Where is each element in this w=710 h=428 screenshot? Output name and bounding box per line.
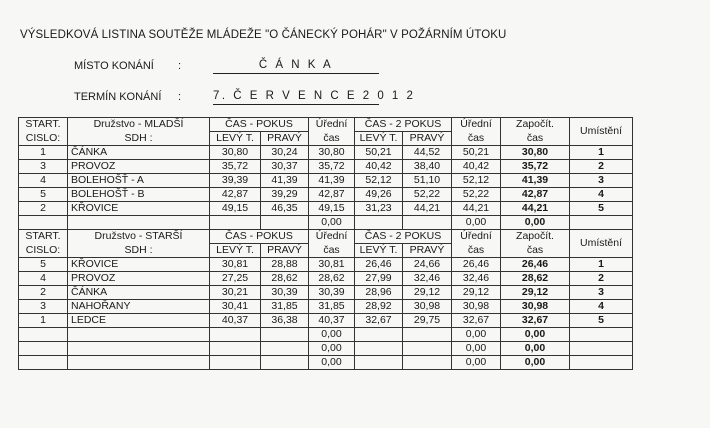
left-time2-cell: 40,42 bbox=[355, 160, 403, 174]
left-time-cell: 42,87 bbox=[210, 188, 261, 202]
date-colon: : bbox=[178, 91, 182, 103]
header-row bbox=[19, 244, 633, 258]
counted-time-cell: 0,00 bbox=[501, 328, 570, 342]
place-cell bbox=[570, 356, 633, 370]
right-time2-cell bbox=[403, 342, 452, 356]
right-time2-cell bbox=[403, 216, 452, 230]
right-time2-cell: 51,10 bbox=[403, 174, 452, 188]
official-time2-cell: 0,00 bbox=[452, 342, 501, 356]
team-header: Družstvo - MLADŠÍ bbox=[68, 118, 210, 132]
right-time-cell: 28,88 bbox=[261, 258, 309, 272]
counted-header-sub: čas bbox=[501, 132, 570, 146]
official-time2-cell: 32,46 bbox=[452, 272, 501, 286]
official-time2-cell: 32,67 bbox=[452, 314, 501, 328]
left-time-cell: 35,72 bbox=[210, 160, 261, 174]
left-time-cell: 39,39 bbox=[210, 174, 261, 188]
left-time2-cell: 32,67 bbox=[355, 314, 403, 328]
right-time2-cell: 30,98 bbox=[403, 300, 452, 314]
attempt2-header: ČAS - 2 POKUS bbox=[355, 118, 452, 132]
start-header-sub: CISLO: bbox=[19, 244, 68, 258]
counted-time-cell: 30,98 bbox=[501, 300, 570, 314]
right-time2-cell: 29,12 bbox=[403, 286, 452, 300]
right-time-cell: 36,38 bbox=[261, 314, 309, 328]
counted-time-cell: 30,80 bbox=[501, 146, 570, 160]
official-time2-cell: 0,00 bbox=[452, 216, 501, 230]
place-cell: 3 bbox=[570, 286, 633, 300]
counted-header: Započít. bbox=[501, 230, 570, 244]
header-row bbox=[19, 230, 633, 244]
official2-header: Úřední bbox=[452, 230, 501, 244]
official-time2-cell: 52,22 bbox=[452, 188, 501, 202]
place-label: MÍSTO KONÁNÍ bbox=[74, 60, 154, 72]
table-row bbox=[19, 342, 633, 356]
team-header-sub: SDH : bbox=[68, 244, 210, 258]
place-cell: 3 bbox=[570, 174, 633, 188]
left-time2-cell: 27,99 bbox=[355, 272, 403, 286]
start-number-cell bbox=[19, 328, 68, 342]
left-time2-cell: 49,26 bbox=[355, 188, 403, 202]
team-cell: PROVOZ bbox=[68, 272, 210, 286]
start-number-cell: 5 bbox=[19, 188, 68, 202]
counted-time-cell: 0,00 bbox=[501, 342, 570, 356]
right-header: PRAVÝ bbox=[261, 244, 309, 258]
right-time-cell: 39,29 bbox=[261, 188, 309, 202]
right-header: PRAVÝ bbox=[261, 132, 309, 146]
start-number-cell: 4 bbox=[19, 174, 68, 188]
official-time2-cell: 40,42 bbox=[452, 160, 501, 174]
official-time-cell: 28,62 bbox=[309, 272, 355, 286]
team-cell bbox=[68, 328, 210, 342]
table-row bbox=[19, 202, 633, 216]
place-cell: 5 bbox=[570, 202, 633, 216]
team-cell bbox=[68, 342, 210, 356]
counted-time-cell: 44,21 bbox=[501, 202, 570, 216]
official-time-cell: 30,81 bbox=[309, 258, 355, 272]
official-time-cell: 0,00 bbox=[309, 356, 355, 370]
place-cell bbox=[570, 216, 633, 230]
team-cell: LEDCE bbox=[68, 314, 210, 328]
attempt1-header: ČAS - POKUS bbox=[210, 230, 309, 244]
place-cell: 4 bbox=[570, 300, 633, 314]
start-header-sub: CISLO: bbox=[19, 132, 68, 146]
place-value: Č Á N K A bbox=[213, 58, 379, 74]
team-header: Družstvo - STARŠÍ bbox=[68, 230, 210, 244]
official1-header-sub: čas bbox=[309, 244, 355, 258]
counted-time-cell: 26,46 bbox=[501, 258, 570, 272]
table-row bbox=[19, 328, 633, 342]
team-header-sub: SDH : bbox=[68, 132, 210, 146]
place-cell: 4 bbox=[570, 188, 633, 202]
results-body bbox=[19, 118, 633, 370]
right-time-cell bbox=[261, 216, 309, 230]
official-time-cell: 41,39 bbox=[309, 174, 355, 188]
right-time-cell: 30,39 bbox=[261, 286, 309, 300]
official2-header-sub: čas bbox=[452, 132, 501, 146]
team-cell: BOLEHOŠŤ - B bbox=[68, 188, 210, 202]
start-number-cell bbox=[19, 356, 68, 370]
counted-time-cell: 32,67 bbox=[501, 314, 570, 328]
start-header: START. bbox=[19, 230, 68, 244]
start-number-cell: 1 bbox=[19, 146, 68, 160]
counted-time-cell: 42,87 bbox=[501, 188, 570, 202]
start-number-cell: 4 bbox=[19, 272, 68, 286]
place-cell: 2 bbox=[570, 272, 633, 286]
start-number-cell bbox=[19, 342, 68, 356]
left-time2-cell: 52,12 bbox=[355, 174, 403, 188]
start-number-cell: 2 bbox=[19, 286, 68, 300]
right2-header: PRAVÝ bbox=[403, 244, 452, 258]
counted-time-cell: 0,00 bbox=[501, 356, 570, 370]
right-time2-cell: 29,75 bbox=[403, 314, 452, 328]
counted-time-cell: 0,00 bbox=[501, 216, 570, 230]
official-time-cell: 31,85 bbox=[309, 300, 355, 314]
table-row bbox=[19, 160, 633, 174]
official-time2-cell: 50,21 bbox=[452, 146, 501, 160]
right-time-cell: 28,62 bbox=[261, 272, 309, 286]
right-time2-cell bbox=[403, 356, 452, 370]
official-time-cell: 30,80 bbox=[309, 146, 355, 160]
right2-header: PRAVÝ bbox=[403, 132, 452, 146]
header-row bbox=[19, 132, 633, 146]
document-title: VÝSLEDKOVÁ LISTINA SOUTĚŽE MLÁDEŽE "O ČÁNECKÝ POHÁR" V POŽÁRNÍM ÚTOKU bbox=[20, 29, 507, 41]
left-time2-cell: 26,46 bbox=[355, 258, 403, 272]
left-time-cell: 30,41 bbox=[210, 300, 261, 314]
left-header: LEVÝ T. bbox=[210, 132, 261, 146]
counted-time-cell: 29,12 bbox=[501, 286, 570, 300]
place-cell: 5 bbox=[570, 314, 633, 328]
official-time-cell: 0,00 bbox=[309, 328, 355, 342]
left-time-cell: 30,80 bbox=[210, 146, 261, 160]
team-cell: NAHOŘANY bbox=[68, 300, 210, 314]
left-time2-cell: 28,96 bbox=[355, 286, 403, 300]
right-time2-cell: 32,46 bbox=[403, 272, 452, 286]
counted-header-sub: čas bbox=[501, 244, 570, 258]
start-number-cell bbox=[19, 216, 68, 230]
left2-header: LEVÝ T. bbox=[355, 244, 403, 258]
official1-header: Úřední bbox=[309, 230, 355, 244]
left-header: LEVÝ T. bbox=[210, 244, 261, 258]
counted-time-cell: 28,62 bbox=[501, 272, 570, 286]
left-time-cell: 40,37 bbox=[210, 314, 261, 328]
table-row bbox=[19, 146, 633, 160]
table-row bbox=[19, 216, 633, 230]
official-time2-cell: 52,12 bbox=[452, 174, 501, 188]
official1-header-sub: čas bbox=[309, 132, 355, 146]
left-time-cell bbox=[210, 356, 261, 370]
right-time-cell: 31,85 bbox=[261, 300, 309, 314]
date-value: 7. Č E R V E N C E 2 0 1 2 bbox=[213, 89, 379, 105]
right-time-cell bbox=[261, 328, 309, 342]
right-time2-cell: 44,52 bbox=[403, 146, 452, 160]
official-time-cell: 49,15 bbox=[309, 202, 355, 216]
official-time2-cell: 44,21 bbox=[452, 202, 501, 216]
official2-header: Úřední bbox=[452, 118, 501, 132]
attempt1-header: ČAS - POKUS bbox=[210, 118, 309, 132]
team-cell: ČÁNKA bbox=[68, 286, 210, 300]
team-cell: ČÁNKA bbox=[68, 146, 210, 160]
official-time-cell: 42,87 bbox=[309, 188, 355, 202]
right-time-cell bbox=[261, 342, 309, 356]
left-time2-cell: 28,92 bbox=[355, 300, 403, 314]
place-cell: 1 bbox=[570, 146, 633, 160]
left-time-cell: 30,81 bbox=[210, 258, 261, 272]
header-row bbox=[19, 118, 633, 132]
official-time2-cell: 0,00 bbox=[452, 328, 501, 342]
left-time-cell bbox=[210, 328, 261, 342]
counted-time-cell: 35,72 bbox=[501, 160, 570, 174]
left-time-cell bbox=[210, 216, 261, 230]
start-number-cell: 1 bbox=[19, 314, 68, 328]
place-header: Umístění bbox=[570, 230, 633, 258]
team-cell: KŘOVICE bbox=[68, 258, 210, 272]
place-cell: 2 bbox=[570, 160, 633, 174]
team-cell: KŘOVICE bbox=[68, 202, 210, 216]
right-time-cell: 41,39 bbox=[261, 174, 309, 188]
left-time2-cell bbox=[355, 342, 403, 356]
place-colon: : bbox=[178, 60, 182, 72]
team-cell: BOLEHOŠŤ - A bbox=[68, 174, 210, 188]
left-time-cell: 27,25 bbox=[210, 272, 261, 286]
start-header: START. bbox=[19, 118, 68, 132]
start-number-cell: 3 bbox=[19, 160, 68, 174]
right-time2-cell bbox=[403, 328, 452, 342]
left-time-cell bbox=[210, 342, 261, 356]
table-row bbox=[19, 314, 633, 328]
counted-header: Započít. bbox=[501, 118, 570, 132]
team-cell bbox=[68, 356, 210, 370]
team-cell: PROVOZ bbox=[68, 160, 210, 174]
start-number-cell: 3 bbox=[19, 300, 68, 314]
official-time-cell: 35,72 bbox=[309, 160, 355, 174]
place-cell bbox=[570, 342, 633, 356]
official-time2-cell: 30,98 bbox=[452, 300, 501, 314]
left-time2-cell: 31,23 bbox=[355, 202, 403, 216]
left-time-cell: 30,21 bbox=[210, 286, 261, 300]
official-time2-cell: 0,00 bbox=[452, 356, 501, 370]
official-time-cell: 30,39 bbox=[309, 286, 355, 300]
start-number-cell: 2 bbox=[19, 202, 68, 216]
right-time-cell: 46,35 bbox=[261, 202, 309, 216]
left-time2-cell bbox=[355, 328, 403, 342]
official2-header-sub: čas bbox=[452, 244, 501, 258]
table-row bbox=[19, 272, 633, 286]
table-row bbox=[19, 286, 633, 300]
place-header: Umístění bbox=[570, 118, 633, 146]
table-row bbox=[19, 356, 633, 370]
left-time2-cell bbox=[355, 216, 403, 230]
official-time2-cell: 26,46 bbox=[452, 258, 501, 272]
right-time2-cell: 24,66 bbox=[403, 258, 452, 272]
table-row bbox=[19, 300, 633, 314]
right-time-cell bbox=[261, 356, 309, 370]
official-time-cell: 0,00 bbox=[309, 342, 355, 356]
table-row bbox=[19, 174, 633, 188]
place-cell bbox=[570, 328, 633, 342]
attempt2-header: ČAS - 2 POKUS bbox=[355, 230, 452, 244]
left2-header: LEVÝ T. bbox=[355, 132, 403, 146]
counted-time-cell: 41,39 bbox=[501, 174, 570, 188]
official-time-cell: 0,00 bbox=[309, 216, 355, 230]
start-number-cell: 5 bbox=[19, 258, 68, 272]
right-time2-cell: 44,21 bbox=[403, 202, 452, 216]
table-row bbox=[19, 258, 633, 272]
date-label: TERMÍN KONÁNÍ bbox=[74, 91, 162, 103]
official-time2-cell: 29,12 bbox=[452, 286, 501, 300]
results-table bbox=[18, 117, 633, 370]
right-time-cell: 30,24 bbox=[261, 146, 309, 160]
right-time2-cell: 52,22 bbox=[403, 188, 452, 202]
official-time-cell: 40,37 bbox=[309, 314, 355, 328]
left-time-cell: 49,15 bbox=[210, 202, 261, 216]
right-time-cell: 30,37 bbox=[261, 160, 309, 174]
table-row bbox=[19, 188, 633, 202]
team-cell bbox=[68, 216, 210, 230]
official1-header: Úřední bbox=[309, 118, 355, 132]
place-cell: 1 bbox=[570, 258, 633, 272]
right-time2-cell: 38,40 bbox=[403, 160, 452, 174]
left-time2-cell bbox=[355, 356, 403, 370]
left-time2-cell: 50,21 bbox=[355, 146, 403, 160]
